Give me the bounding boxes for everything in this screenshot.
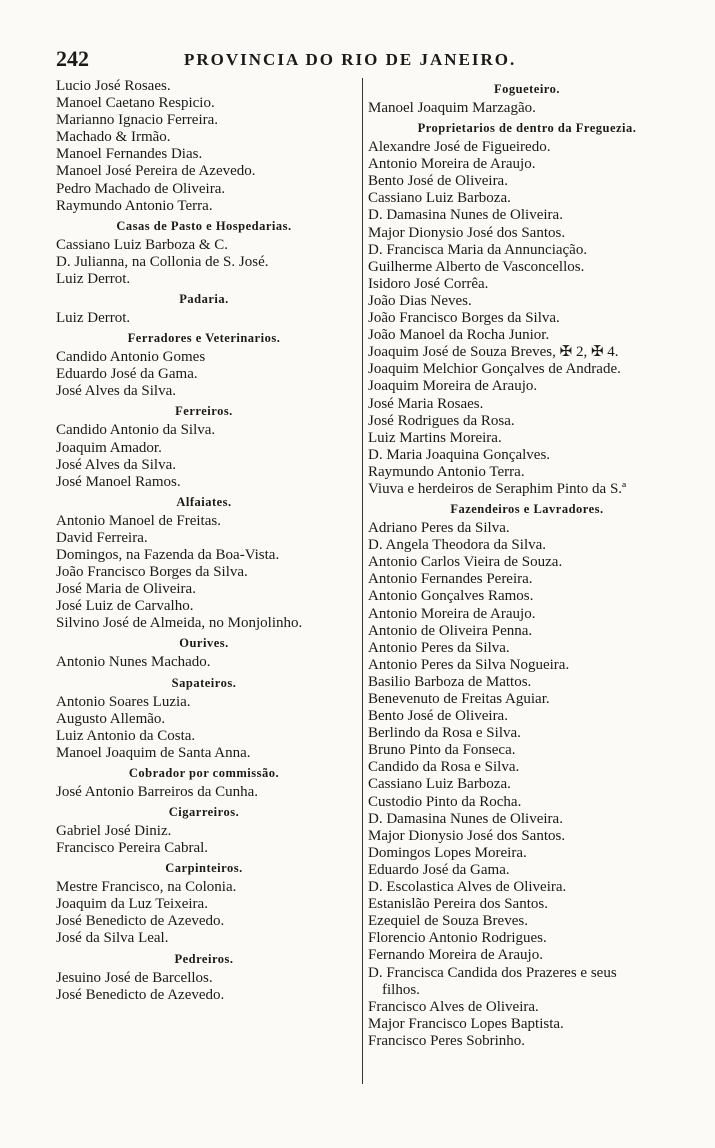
list-item: Estanislão Pereira dos Santos. <box>368 896 548 913</box>
list-item: José Maria de Oliveira. <box>56 581 196 598</box>
section-heading: Ferreiros. <box>175 404 233 419</box>
section-heading: Pedreiros. <box>174 951 234 966</box>
list-item: Joaquim Melchior Gonçalves de Andrade. <box>368 361 621 378</box>
section-heading: Ferradores e Veterinarios. <box>127 331 281 346</box>
list-item: David Ferreira. <box>56 529 148 546</box>
list-item: Antonio Nunes Machado. <box>56 654 211 671</box>
list-item: Major Dionysio José dos Santos. <box>368 224 566 241</box>
list-item: Cassiano Luiz Barboza. <box>368 190 511 207</box>
list-item: Antonio Soares Luzia. <box>56 693 191 710</box>
list-item: Manoel Caetano Respicio. <box>56 95 215 112</box>
list-item: José Alves da Silva. <box>56 456 176 473</box>
page-header <box>56 46 676 76</box>
left-column <box>56 78 352 1004</box>
list-item: Major Dionysio José dos Santos. <box>368 827 566 844</box>
page-number: 242 <box>56 46 89 71</box>
list-item: Raymundo Antonio Terra. <box>368 463 525 480</box>
list-item: Berlindo da Rosa e Silva. <box>368 725 521 742</box>
list-item: Domingos Lopes Moreira. <box>368 844 527 861</box>
list-item: D. Angela Theodora da Silva. <box>368 537 547 554</box>
list-item: Francisco Peres Sobrinho. <box>368 1032 526 1049</box>
list-item: Joaquim Amador. <box>56 439 162 456</box>
list-item: Alexandre José de Figueiredo. <box>368 139 551 156</box>
list-item: Joaquim José de Souza Breves, ✠ 2, ✠ 4. <box>368 344 619 361</box>
list-item: Antonio Peres da Silva Nogueira. <box>368 656 570 673</box>
list-item: Isidoro José Corrêa. <box>368 275 489 292</box>
list-item: Antonio de Oliveira Penna. <box>368 622 533 639</box>
list-item: Marianno Ignacio Ferreira. <box>56 112 219 129</box>
list-item: Fernando Moreira de Araujo. <box>368 947 543 964</box>
list-item: Antonio Moreira de Araujo. <box>368 156 536 173</box>
list-item: Viuva e herdeiros de Seraphim Pinto da S.ª <box>368 480 627 497</box>
list-item: Luiz Antonio da Costa. <box>56 727 196 744</box>
section-heading: Cigarreiros. <box>168 805 240 819</box>
list-item: Antonio Moreira de Araujo. <box>368 605 536 622</box>
list-item: Cassiano Luiz Barboza & C. <box>56 236 229 253</box>
list-item: Bento José de Oliveira. <box>368 708 508 725</box>
list-item: Machado & Irmão. <box>56 129 171 146</box>
list-item: Joaquim Moreira de Araujo. <box>368 378 538 395</box>
list-item: José Luiz de Carvalho. <box>56 598 194 615</box>
list-item: Ezequiel de Souza Breves. <box>368 913 528 930</box>
list-item: D. Escolastica Alves de Oliveira. <box>368 879 567 896</box>
list-item: Candido Antonio da Silva. <box>56 422 216 439</box>
list-item: Francisco Alves de Oliveira. <box>368 998 539 1015</box>
list-item: José da Silva Leal. <box>56 930 169 947</box>
list-item: Luiz Derrot. <box>56 310 131 327</box>
list-item: Manoel Joaquim de Santa Anna. <box>56 744 251 761</box>
list-item: Antonio Gonçalves Ramos. <box>368 588 534 605</box>
list-item: Gabriel José Diniz. <box>56 823 172 839</box>
list-item: Cassiano Luiz Barboza. <box>368 776 511 793</box>
list-item: José Alves da Silva. <box>56 383 176 400</box>
list-item: José Benedicto de Azevedo. <box>56 986 225 1003</box>
list-item: João Dias Neves. <box>368 292 472 309</box>
list-item: Raymundo Antonio Terra. <box>56 197 213 214</box>
section-heading: Proprietarios de dentro da Freguezia. <box>417 121 637 136</box>
list-item: Major Francisco Lopes Baptista. <box>368 1015 564 1032</box>
list-item: D. Francisca Maria da Annunciação. <box>368 241 588 258</box>
list-item: Antonio Peres da Silva. <box>368 639 510 656</box>
section-heading: Ourives. <box>179 636 229 651</box>
list-item: Joaquim da Luz Teixeira. <box>56 896 208 913</box>
list-item: Antonio Fernandes Pereira. <box>368 571 533 588</box>
list-item: Antonio Carlos Vieira de Souza. <box>368 554 563 571</box>
list-item: Manoel Joaquim Marzagão. <box>368 100 536 116</box>
section-heading: Casas de Pasto e Hospedarias. <box>116 218 292 233</box>
list-item: Custodio Pinto da Rocha. <box>368 793 522 810</box>
list-item: Antonio Manoel de Freitas. <box>56 512 221 529</box>
list-item: Benevenuto de Freitas Aguiar. <box>368 691 550 707</box>
section-heading: Fogueteiro. <box>493 82 561 96</box>
list-item: Luiz Martins Moreira. <box>368 429 502 446</box>
list-item: Guilherme Alberto de Vasconcellos. <box>368 258 585 275</box>
list-item: Silvino José de Almeida, no Monjolinho. <box>56 615 303 632</box>
list-item: filhos. <box>382 981 420 998</box>
right-column <box>368 78 686 1050</box>
list-item: José Benedicto de Azevedo. <box>56 913 225 930</box>
list-item: Bruno Pinto da Fonseca. <box>368 742 516 759</box>
list-item: Eduardo José da Gama. <box>56 366 198 383</box>
list-item: Adriano Peres da Silva. <box>368 520 510 537</box>
section-heading: Fazendeiros e Lavradores. <box>450 502 604 517</box>
list-item: D. Julianna, na Collonia de S. José. <box>56 253 269 270</box>
list-item: João Francisco Borges da Silva. <box>368 310 560 327</box>
column-divider <box>362 78 363 1084</box>
list-item: Francisco Pereira Cabral. <box>56 840 209 857</box>
list-item: Augusto Allemão. <box>56 710 166 727</box>
list-item: Eduardo José da Gama. <box>368 861 510 878</box>
list-item: D. Damasina Nunes de Oliveira. <box>368 810 563 827</box>
list-item: Manoel José Pereira de Azevedo. <box>56 163 256 180</box>
list-item: Luiz Derrot. <box>56 270 131 287</box>
section-heading: Sapateiros. <box>171 675 237 690</box>
section-heading: Cobrador por commissão. <box>128 765 280 780</box>
list-item: Manoel Fernandes Dias. <box>56 146 203 163</box>
list-item: D. Francisca Candida dos Prazeres e seus <box>368 964 617 981</box>
list-item: Candido Antonio Gomes <box>56 349 206 366</box>
list-item: Florencio Antonio Rodrigues. <box>368 930 547 947</box>
section-heading: Carpinteiros. <box>165 861 243 876</box>
list-item: José Manoel Ramos. <box>56 473 181 490</box>
list-item: João Francisco Borges da Silva. <box>56 564 248 581</box>
section-heading: Padaria. <box>179 292 229 307</box>
section-heading: Alfaiates. <box>176 494 232 509</box>
list-item: Mestre Francisco, na Colonia. <box>56 879 237 896</box>
list-item: Basilio Barboza de Mattos. <box>368 673 532 690</box>
list-item: José Maria Rosaes. <box>368 395 484 412</box>
running-title: PROVINCIA DO RIO DE JANEIRO. <box>184 50 517 69</box>
list-item: D. Damasina Nunes de Oliveira. <box>368 207 563 224</box>
list-item: José Antonio Barreiros da Cunha. <box>56 783 259 800</box>
list-item: Jesuino José de Barcellos. <box>56 969 213 986</box>
list-item: Pedro Machado de Oliveira. <box>56 180 226 197</box>
list-item: D. Maria Joaquina Gonçalves. <box>368 446 551 463</box>
list-item: Candido da Rosa e Silva. <box>368 759 520 776</box>
list-item: João Manoel da Rocha Junior. <box>368 327 550 344</box>
list-item: José Rodrigues da Rosa. <box>368 412 515 429</box>
list-item: Bento José de Oliveira. <box>368 173 508 190</box>
list-item: Domingos, na Fazenda da Boa-Vista. <box>56 546 280 563</box>
list-item: Lucio José Rosaes. <box>56 78 171 94</box>
